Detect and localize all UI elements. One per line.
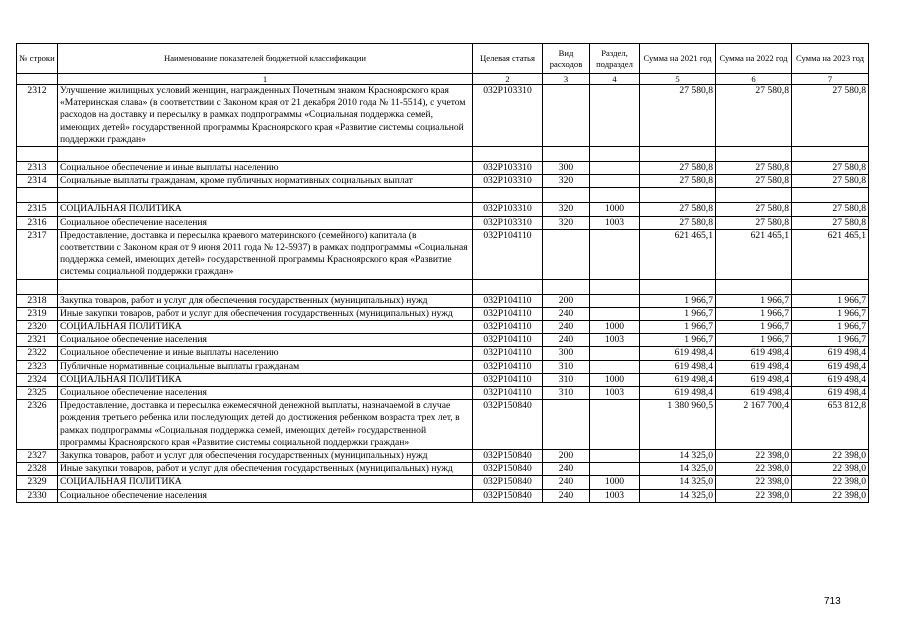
row-number: 2324: [17, 373, 58, 386]
row-section: [590, 175, 640, 188]
header-indicator-name: Наименование показателей бюджетной классификации: [58, 44, 473, 74]
row-section: [590, 450, 640, 463]
row-target-article: 032P150840: [473, 489, 543, 502]
table-row: [17, 175, 869, 188]
row-target-article: 032P103310: [473, 203, 543, 216]
table-row: [17, 400, 869, 450]
table-row: [17, 162, 869, 175]
header-expense-type: Вид расходов: [543, 44, 590, 74]
row-sum-2022: 1 966,7: [716, 307, 792, 320]
row-expense-type: 240: [543, 321, 590, 334]
table-row: [17, 229, 869, 279]
row-sum-2021: 27 580,8: [640, 162, 716, 175]
row-section: [590, 162, 640, 175]
row-sum-2022: 27 580,8: [716, 162, 792, 175]
spacer-cell: [473, 147, 543, 162]
row-sum-2023: 22 398,0: [792, 476, 869, 489]
row-number: 2323: [17, 360, 58, 373]
row-sum-2021: 27 580,8: [640, 216, 716, 229]
row-sum-2023: 621 465,1: [792, 229, 869, 279]
row-sum-2023: 1 966,7: [792, 334, 869, 347]
row-expense-type: 320: [543, 216, 590, 229]
row-sum-2021: 619 498,4: [640, 373, 716, 386]
row-sum-2023: 1 966,7: [792, 307, 869, 320]
row-section: [590, 347, 640, 360]
row-sum-2023: 27 580,8: [792, 175, 869, 188]
table-row: [17, 203, 869, 216]
spacer-cell: [792, 188, 869, 203]
row-section: 1003: [590, 387, 640, 400]
spacer-cell: [716, 188, 792, 203]
row-expense-type: 240: [543, 476, 590, 489]
table-row: [17, 476, 869, 489]
row-name: Социальное обеспечение и иные выплаты населению: [58, 347, 473, 360]
row-sum-2023: 1 966,7: [792, 321, 869, 334]
row-expense-type: 320: [543, 203, 590, 216]
row-target-article: 032P104110: [473, 373, 543, 386]
row-sum-2023: 27 580,8: [792, 203, 869, 216]
row-sum-2022: 22 398,0: [716, 476, 792, 489]
row-section: [590, 229, 640, 279]
spacer-cell: [640, 279, 716, 294]
row-expense-type: 310: [543, 360, 590, 373]
row-number: 2328: [17, 463, 58, 476]
row-expense-type: 200: [543, 450, 590, 463]
table-row: [17, 307, 869, 320]
row-section: [590, 463, 640, 476]
row-target-article: 032P150840: [473, 400, 543, 450]
spacer-cell: [17, 188, 58, 203]
row-target-article: 032P150840: [473, 450, 543, 463]
row-sum-2023: 619 498,4: [792, 347, 869, 360]
row-name: Социальное обеспечение населения: [58, 216, 473, 229]
row-name: Социальные выплаты гражданам, кроме публичных нормативных социальных выплат: [58, 175, 473, 188]
row-number: 2318: [17, 294, 58, 307]
row-sum-2022: 619 498,4: [716, 373, 792, 386]
row-target-article: 032P104110: [473, 307, 543, 320]
row-name: Иные закупки товаров, работ и услуг для обеспечения государственных (муниципальных) нужд: [58, 307, 473, 320]
row-section: 1003: [590, 489, 640, 502]
row-expense-type: 300: [543, 162, 590, 175]
row-sum-2021: 1 380 960,5: [640, 400, 716, 450]
row-section: [590, 294, 640, 307]
row-sum-2022: 27 580,8: [716, 175, 792, 188]
spacer-cell: [590, 188, 640, 203]
row-sum-2023: 653 812,8: [792, 400, 869, 450]
column-number: 7: [792, 74, 869, 85]
row-number: 2319: [17, 307, 58, 320]
column-number: 1: [58, 74, 473, 85]
row-section: 1000: [590, 476, 640, 489]
row-target-article: 032P104110: [473, 229, 543, 279]
row-sum-2021: 1 966,7: [640, 321, 716, 334]
table-row: [17, 216, 869, 229]
spacer-cell: [640, 147, 716, 162]
row-sum-2021: 14 325,0: [640, 450, 716, 463]
column-number: 2: [473, 74, 543, 85]
spacer-cell: [590, 147, 640, 162]
row-name: Иные закупки товаров, работ и услуг для обеспечения государственных (муниципальных) нужд: [58, 463, 473, 476]
row-sum-2023: 619 498,4: [792, 360, 869, 373]
spacer-cell: [17, 147, 58, 162]
row-sum-2021: 619 498,4: [640, 387, 716, 400]
table-row: [17, 347, 869, 360]
row-sum-2021: 619 498,4: [640, 360, 716, 373]
row-target-article: 032P104110: [473, 294, 543, 307]
spacer-row: [17, 279, 869, 294]
column-number: 5: [640, 74, 716, 85]
row-sum-2021: 1 966,7: [640, 307, 716, 320]
spacer-cell: [716, 279, 792, 294]
header-sum-2021: Сумма на 2021 год: [640, 44, 716, 74]
row-number: 2312: [17, 85, 58, 147]
row-expense-type: [543, 85, 590, 147]
row-sum-2023: 22 398,0: [792, 489, 869, 502]
row-sum-2021: 1 966,7: [640, 334, 716, 347]
row-expense-type: 200: [543, 294, 590, 307]
row-number: 2327: [17, 450, 58, 463]
row-sum-2022: 619 498,4: [716, 360, 792, 373]
row-sum-2022: 22 398,0: [716, 489, 792, 502]
row-expense-type: 310: [543, 373, 590, 386]
row-number: 2326: [17, 400, 58, 450]
row-section: 1000: [590, 203, 640, 216]
row-sum-2023: 22 398,0: [792, 463, 869, 476]
column-number-row: [17, 74, 869, 85]
row-name: СОЦИАЛЬНАЯ ПОЛИТИКА: [58, 321, 473, 334]
row-expense-type: [543, 400, 590, 450]
spacer-cell: [716, 147, 792, 162]
spacer-cell: [543, 279, 590, 294]
spacer-cell: [543, 188, 590, 203]
spacer-cell: [17, 279, 58, 294]
spacer-cell: [58, 188, 473, 203]
table-row: [17, 373, 869, 386]
table-row: [17, 321, 869, 334]
row-target-article: 032P150840: [473, 463, 543, 476]
table-row: [17, 360, 869, 373]
row-sum-2022: 619 498,4: [716, 387, 792, 400]
table-row: [17, 489, 869, 502]
table-row: [17, 334, 869, 347]
table-row: [17, 85, 869, 147]
row-sum-2022: 27 580,8: [716, 85, 792, 147]
row-sum-2022: 27 580,8: [716, 216, 792, 229]
row-name: Закупка товаров, работ и услуг для обеспечения государственных (муниципальных) нужд: [58, 294, 473, 307]
spacer-cell: [58, 147, 473, 162]
row-sum-2021: 619 498,4: [640, 347, 716, 360]
row-name: Социальное обеспечение населения: [58, 489, 473, 502]
row-sum-2021: 14 325,0: [640, 489, 716, 502]
row-target-article: 032P103310: [473, 85, 543, 147]
row-sum-2022: 621 465,1: [716, 229, 792, 279]
row-sum-2022: 2 167 700,4: [716, 400, 792, 450]
table-row: [17, 387, 869, 400]
row-name: Предоставление, доставка и пересылка краевого материнского (семейного) капитала (в соответствии с Законом края от 9 июня 2011 года № 12-5937) в рамках подпрограммы «Социальная поддержка семей, имеющих детей» государственной программы Красноярского края «Развитие системы социальной поддержки граждан»: [58, 229, 473, 279]
column-number-blank: [17, 74, 58, 85]
row-expense-type: 300: [543, 347, 590, 360]
row-name: СОЦИАЛЬНАЯ ПОЛИТИКА: [58, 476, 473, 489]
row-target-article: 032P104110: [473, 347, 543, 360]
row-sum-2021: 27 580,8: [640, 175, 716, 188]
row-sum-2023: 22 398,0: [792, 450, 869, 463]
row-number: 2320: [17, 321, 58, 334]
row-section: 1000: [590, 321, 640, 334]
row-sum-2022: 27 580,8: [716, 203, 792, 216]
table-row: [17, 450, 869, 463]
header-section: Раздел, подраздел: [590, 44, 640, 74]
row-sum-2021: 27 580,8: [640, 85, 716, 147]
row-sum-2023: 27 580,8: [792, 85, 869, 147]
row-sum-2022: 22 398,0: [716, 450, 792, 463]
header-sum-2023: Сумма на 2023 год: [792, 44, 869, 74]
row-target-article: 032P104110: [473, 360, 543, 373]
row-expense-type: 240: [543, 489, 590, 502]
row-section: 1003: [590, 216, 640, 229]
row-sum-2022: 22 398,0: [716, 463, 792, 476]
row-sum-2023: 619 498,4: [792, 387, 869, 400]
table-row: [17, 294, 869, 307]
row-name: Улучшение жилищных условий женщин, награжденных Почетным знаком Красноярского края «Материнская слава» (в соответствии с Законом края от 21 декабря 2010 года № 11-5514), с учетом расходов на доставку и пересылку в рамках подпрограммы «Социальная поддержка семей, имеющих детей» государственной программы Красноярского края «Развитие системы социальной поддержки граждан»: [58, 85, 473, 147]
page-number: 713: [824, 596, 841, 607]
row-target-article: 032P104110: [473, 321, 543, 334]
row-sum-2021: 14 325,0: [640, 476, 716, 489]
row-sum-2022: 1 966,7: [716, 294, 792, 307]
row-number: 2321: [17, 334, 58, 347]
row-section: 1000: [590, 373, 640, 386]
row-sum-2021: 27 580,8: [640, 203, 716, 216]
row-number: 2317: [17, 229, 58, 279]
spacer-row: [17, 147, 869, 162]
table-row: [17, 463, 869, 476]
table-body: [17, 74, 869, 503]
row-section: [590, 307, 640, 320]
row-sum-2023: 619 498,4: [792, 373, 869, 386]
row-number: 2322: [17, 347, 58, 360]
spacer-cell: [58, 279, 473, 294]
row-number: 2316: [17, 216, 58, 229]
header-sum-2022: Сумма на 2022 год: [716, 44, 792, 74]
spacer-cell: [640, 188, 716, 203]
row-number: 2313: [17, 162, 58, 175]
spacer-row: [17, 188, 869, 203]
row-section: 1003: [590, 334, 640, 347]
row-sum-2023: 27 580,8: [792, 162, 869, 175]
row-name: Предоставление, доставка и пересылка ежемесячной денежной выплаты, назначаемой в случае рождения третьего ребенка или последующих детей до достижения ребенком возраста трех лет, в рамках подпрограммы «Социальная поддержка семей, имеющих детей» государственной программы Красноярского края «Развитие системы социальной поддержки граждан»: [58, 400, 473, 450]
header-row: [17, 44, 869, 74]
row-expense-type: 320: [543, 175, 590, 188]
budget-table: [16, 43, 869, 503]
row-number: 2330: [17, 489, 58, 502]
spacer-cell: [792, 147, 869, 162]
row-sum-2022: 1 966,7: [716, 334, 792, 347]
row-expense-type: [543, 229, 590, 279]
row-name: Закупка товаров, работ и услуг для обеспечения государственных (муниципальных) нужд: [58, 450, 473, 463]
row-name: СОЦИАЛЬНАЯ ПОЛИТИКА: [58, 203, 473, 216]
row-expense-type: 240: [543, 307, 590, 320]
row-section: [590, 360, 640, 373]
row-sum-2022: 1 966,7: [716, 321, 792, 334]
row-sum-2023: 1 966,7: [792, 294, 869, 307]
spacer-cell: [473, 279, 543, 294]
header-target-article: Целевая статья: [473, 44, 543, 74]
row-name: Социальное обеспечение населения: [58, 334, 473, 347]
row-sum-2021: 14 325,0: [640, 463, 716, 476]
row-expense-type: 310: [543, 387, 590, 400]
row-sum-2022: 619 498,4: [716, 347, 792, 360]
row-section: [590, 85, 640, 147]
row-target-article: 032P103310: [473, 162, 543, 175]
column-number: 3: [543, 74, 590, 85]
row-target-article: 032P103310: [473, 175, 543, 188]
row-number: 2325: [17, 387, 58, 400]
row-expense-type: 240: [543, 334, 590, 347]
row-target-article: 032P103310: [473, 216, 543, 229]
row-number: 2315: [17, 203, 58, 216]
header-row-number: № строки: [17, 44, 58, 74]
spacer-cell: [590, 279, 640, 294]
row-section: [590, 400, 640, 450]
row-name: Публичные нормативные социальные выплаты гражданам: [58, 360, 473, 373]
row-number: 2329: [17, 476, 58, 489]
row-sum-2021: 1 966,7: [640, 294, 716, 307]
row-target-article: 032P104110: [473, 387, 543, 400]
column-number: 6: [716, 74, 792, 85]
spacer-cell: [792, 279, 869, 294]
row-sum-2023: 27 580,8: [792, 216, 869, 229]
row-name: Социальное обеспечение населения: [58, 387, 473, 400]
row-expense-type: 240: [543, 463, 590, 476]
column-number: 4: [590, 74, 640, 85]
row-target-article: 032P150840: [473, 476, 543, 489]
row-target-article: 032P104110: [473, 334, 543, 347]
row-name: Социальное обеспечение и иные выплаты населению: [58, 162, 473, 175]
spacer-cell: [543, 147, 590, 162]
row-sum-2021: 621 465,1: [640, 229, 716, 279]
row-name: СОЦИАЛЬНАЯ ПОЛИТИКА: [58, 373, 473, 386]
row-number: 2314: [17, 175, 58, 188]
spacer-cell: [473, 188, 543, 203]
